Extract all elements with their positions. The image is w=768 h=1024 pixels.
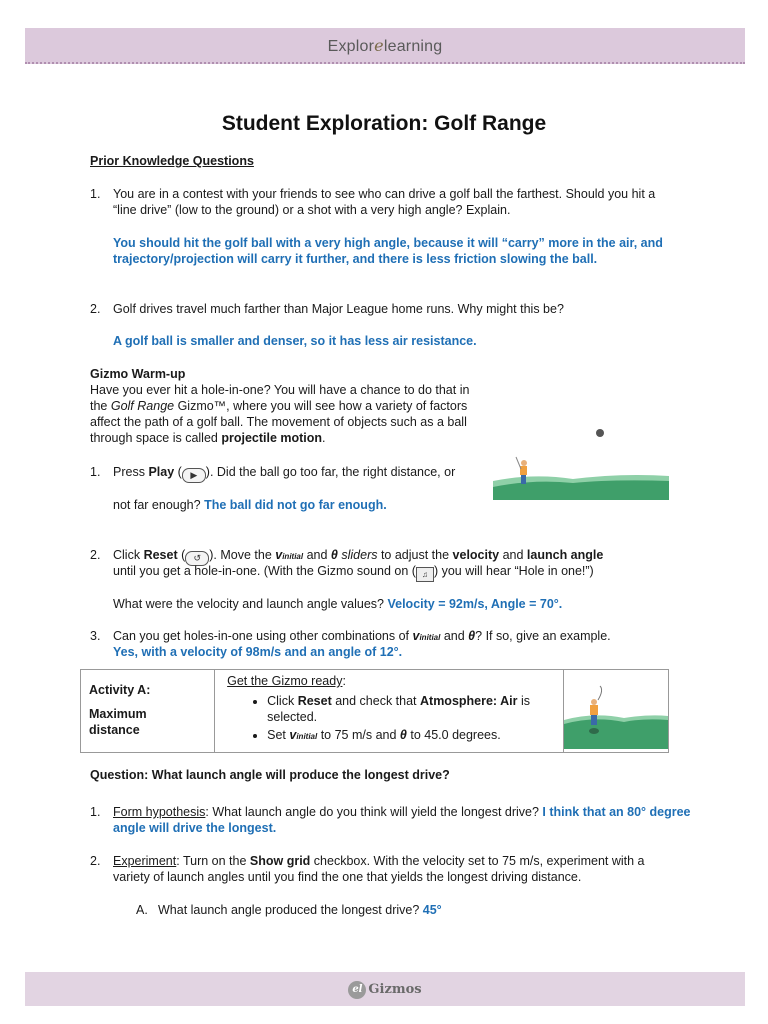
warmup-q1-line2: not far enough? The ball did not go far enough. [113, 498, 387, 512]
question-heading: Question: What launch angle will produce the longest drive? [90, 768, 450, 782]
warmup-q3-text: Can you get holes-in-one using other combinations of vinitial and θ? If so, give an example. [113, 629, 611, 643]
play-icon: ▶ [182, 468, 206, 483]
golfer-thumbnail [564, 670, 668, 749]
gizmos-badge-icon: el [348, 981, 366, 999]
question-a1-answer: I think that an 80° degree angle will drive the longest. [113, 805, 691, 835]
warmup-q1-number: 1. [90, 465, 101, 479]
activity-name-1: Maximum [89, 707, 147, 721]
prior-a2-answer: A golf ball is smaller and denser, so it has less air resistance. [113, 334, 477, 348]
activity-image-cell [564, 670, 669, 753]
reset-icon: ↺ [185, 551, 209, 566]
warmup-q2-line1: Click Reset ( ↺ ). Move the vinitial and θ sliders to adjust the velocity and launch angle [113, 547, 683, 566]
warmup-a2-answer: Velocity = 92m/s, Angle = 70°. [387, 597, 563, 611]
prior-a1-answer: You should hit the golf ball with a very high angle, because it will “carry” more in the air, and trajectory/projection will carry it further, and there is less friction slowing the ball. [113, 236, 663, 266]
question-aA-answer: 45° [422, 903, 442, 917]
question-q2-number: 2. [90, 854, 101, 868]
warmup-q1-text: Press Play ( ▶ ). Did the ball go too far, the right distance, or [113, 464, 498, 483]
warmup-a3-answer: Yes, with a velocity of 98m/s and an angle of 12°. [113, 645, 403, 659]
activity-label: Activity A: [89, 683, 151, 697]
warmup-a1-answer: The ball did not go far enough. [204, 498, 387, 512]
question-qA-text: What launch angle produced the longest drive? 45° [158, 903, 442, 917]
question-q2-text: Experiment: Turn on the Show grid checkbox. With the velocity set to 75 m/s, experiment with a variety of launch angles until you find the one that yields the longest driving distance. [113, 854, 645, 884]
warmup-q3-number: 3. [90, 629, 101, 643]
warmup-q2-line2: until you get a hole-in-one. (With the Gizmo sound on ( ♫ ) you will hear “Hole in one!”) [113, 563, 683, 582]
activity-bullet-2: • Set vinitial to 75 m/s and θ to 45.0 degrees. [267, 727, 557, 745]
prior-q2-number: 2. [90, 302, 101, 316]
activity-a-table [80, 669, 669, 753]
warmup-q2-ask: What were the velocity and launch angle values? Velocity = 92m/s, Angle = 70°. [113, 597, 563, 611]
question-q1-number: 1. [90, 805, 101, 819]
page-title: Student Exploration: Golf Range [221, 112, 547, 135]
activity-name-2: distance [89, 723, 140, 737]
activity-instructions-cell [215, 670, 564, 753]
question-qA-letter: A. [136, 903, 148, 917]
question-q1-text: Form hypothesis: What launch angle do you think will yield the longest drive? I think that an 80° degree angle will drive the longest. [113, 805, 691, 835]
golf-ball [596, 429, 604, 437]
footer-band [25, 972, 745, 1006]
activity-bullet-1: • Click Reset and check that Atmosphere: Air is selected. [267, 693, 557, 725]
prior-q1-text: You are in a contest with your friends to see who can drive a golf ball the farthest. Should you hit a “line drive” (low to the ground) or a shot with a very high angle? Explain. [113, 187, 656, 217]
prior-q1-number: 1. [90, 187, 101, 201]
golf-range-image [493, 363, 669, 500]
warmup-heading: Gizmo Warm-up [90, 367, 186, 381]
sound-icon: ♫ [416, 567, 434, 582]
header-band [25, 28, 745, 64]
prior-q2-text: Golf drives travel much farther than Major League home runs. Why might this be? [113, 302, 564, 316]
explorelearning-logo: Explorelearning [327, 36, 443, 55]
prior-knowledge-heading: Prior Knowledge Questions [90, 154, 254, 168]
warmup-q2-number: 2. [90, 548, 101, 562]
warmup-intro: Have you ever hit a hole-in-one? You will have a chance to do that in the Golf Range Gizmo™, where you will see how a variety of factors affect the path of a golf ball. The movement of objects such as a ball through space is called projectile motion. [90, 383, 470, 445]
gizmos-logo: el Gizmos [25, 972, 745, 1008]
activity-label-cell [81, 670, 215, 753]
gizmo-ready-heading: Get the Gizmo ready: [227, 674, 346, 688]
